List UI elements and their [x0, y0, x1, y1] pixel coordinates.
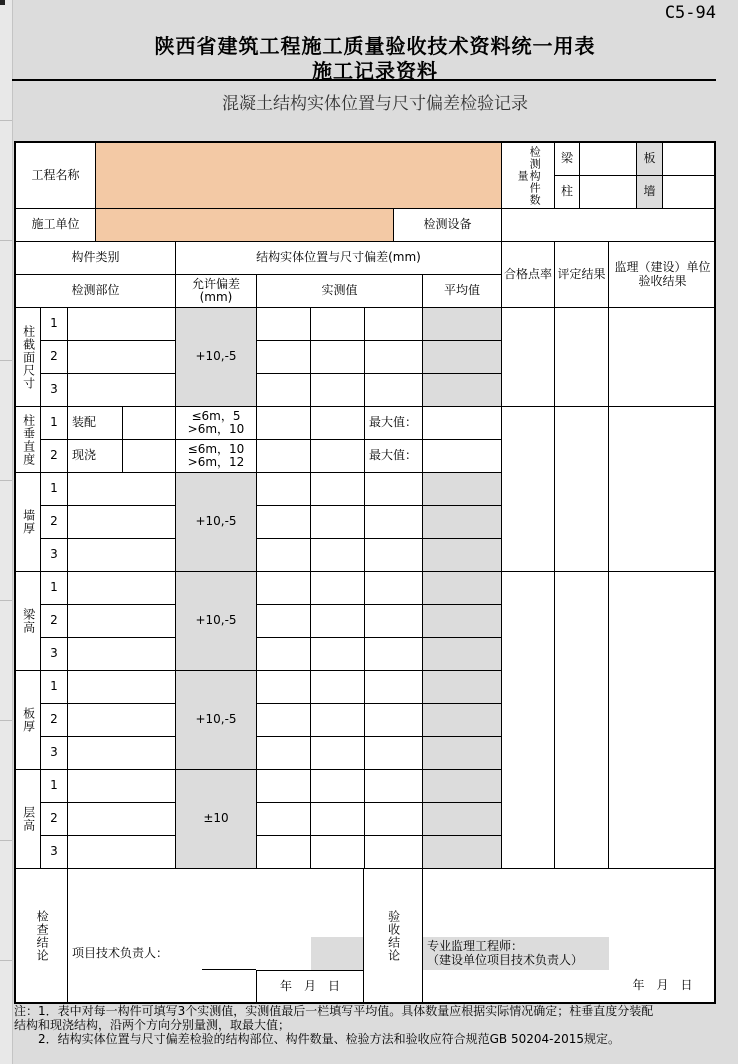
group-label-beam-height: 梁高 — [16, 572, 41, 671]
cast-label: 现浇 — [68, 440, 123, 473]
measured-field[interactable] — [311, 407, 365, 440]
measured-field[interactable] — [257, 539, 311, 572]
average-field[interactable] — [423, 638, 502, 671]
row-number: 3 — [41, 836, 68, 869]
gutter-tick — [0, 360, 12, 361]
corner-marker — [0, 0, 5, 5]
row-number: 2 — [41, 803, 68, 836]
measured-field[interactable] — [257, 374, 311, 407]
tolerance-value: +10,-5 — [176, 308, 257, 407]
measured-field[interactable] — [311, 506, 365, 539]
row-number: 1 — [41, 473, 68, 506]
column-label: 柱 — [555, 176, 580, 209]
gutter-tick — [0, 600, 12, 601]
evaluation-field[interactable] — [555, 572, 609, 869]
cast-tolerance-2: >6m，12 — [187, 455, 245, 469]
wall-count-field[interactable] — [663, 176, 716, 209]
supervisor-label-line1: 专业监理工程师： — [427, 939, 524, 954]
measured-field[interactable] — [365, 737, 423, 770]
measured-field[interactable] — [365, 836, 423, 869]
test-position-header: 检测部位 — [16, 275, 176, 308]
footnote-line1: 注：1．表中对每一构件可填写3个实测值，实测值最后一栏填写平均值。具体数量应根据实际情况确定；柱垂直度分装配 — [14, 1004, 654, 1018]
average-field[interactable] — [423, 704, 502, 737]
measured-field[interactable] — [311, 638, 365, 671]
position-field[interactable] — [68, 605, 176, 638]
gutter-tick — [0, 720, 12, 721]
group-label-column-section: 柱截面尺寸 — [16, 308, 41, 407]
measured-field[interactable] — [365, 638, 423, 671]
assembled-position-field[interactable] — [123, 407, 176, 440]
footnote-line2: 结构和现浇结构，沿两个方向分别量测，取最大值； — [14, 1018, 291, 1032]
measured-field[interactable] — [311, 440, 365, 473]
measured-field[interactable] — [311, 770, 365, 803]
tech-leader-label: 项目技术负责人： — [72, 945, 169, 960]
group-label-slab-thickness: 板厚 — [16, 671, 41, 770]
max-value-label: 最大值： — [365, 407, 423, 440]
row-number: 3 — [41, 638, 68, 671]
measured-field[interactable] — [365, 803, 423, 836]
max-value-field[interactable] — [423, 440, 502, 473]
measured-field[interactable] — [311, 803, 365, 836]
position-field[interactable] — [68, 836, 176, 869]
measured-field[interactable] — [257, 308, 311, 341]
position-field[interactable] — [68, 770, 176, 803]
measured-field[interactable] — [311, 539, 365, 572]
measured-field[interactable] — [365, 473, 423, 506]
pass-rate-field[interactable] — [502, 407, 555, 572]
acceptance-conclusion-field[interactable] — [423, 869, 716, 937]
row-number: 1 — [41, 308, 68, 341]
measured-field[interactable] — [311, 836, 365, 869]
member-count-label: 检测构件数量 — [502, 143, 555, 209]
pass-rate-field[interactable] — [502, 308, 555, 407]
acceptance-conclusion-label: 验收结论 — [364, 869, 423, 1002]
average-field[interactable] — [423, 803, 502, 836]
measured-field[interactable] — [257, 671, 311, 704]
measured-field[interactable] — [365, 341, 423, 374]
measured-field[interactable] — [257, 440, 311, 473]
row-number: 1 — [41, 572, 68, 605]
measured-field[interactable] — [311, 704, 365, 737]
row-number: 1 — [41, 671, 68, 704]
construction-unit-label: 施工单位 — [16, 209, 96, 242]
measured-field[interactable] — [311, 737, 365, 770]
measured-field[interactable] — [311, 572, 365, 605]
measured-field[interactable] — [257, 341, 311, 374]
tolerance-value: ±10 — [176, 770, 257, 869]
row-number: 1 — [41, 407, 68, 440]
max-value-label: 最大值： — [365, 440, 423, 473]
row-number: 2 — [41, 704, 68, 737]
position-field[interactable] — [68, 572, 176, 605]
measured-field[interactable] — [257, 836, 311, 869]
gutter-tick — [0, 240, 12, 241]
measured-field[interactable] — [365, 308, 423, 341]
average-header: 平均值 — [423, 275, 502, 308]
measured-field[interactable] — [365, 572, 423, 605]
beam-label: 梁 — [555, 143, 580, 176]
slab-label: 板 — [637, 143, 663, 176]
position-field[interactable] — [68, 341, 176, 374]
row-number: 2 — [41, 341, 68, 374]
inspection-equipment-field[interactable] — [502, 209, 716, 242]
measured-field[interactable] — [257, 638, 311, 671]
average-field[interactable] — [423, 374, 502, 407]
tolerance-value: +10,-5 — [176, 473, 257, 572]
form-code: C5-94 — [664, 3, 716, 23]
page-title: 陕西省建筑工程施工质量验收技术资料统一用表 — [154, 34, 596, 58]
row-number: 3 — [41, 539, 68, 572]
position-field[interactable] — [68, 638, 176, 671]
measured-field[interactable] — [365, 374, 423, 407]
allowable-deviation-header: 允许偏差(mm) — [176, 275, 257, 308]
tech-leader-signature[interactable] — [202, 937, 256, 970]
measured-field[interactable] — [257, 605, 311, 638]
position-field[interactable] — [68, 737, 176, 770]
supervisor-label-line2: （建设单位项目技术负责人） — [427, 952, 584, 967]
construction-unit-field[interactable] — [96, 209, 394, 242]
form-subtitle: 混凝土结构实体位置与尺寸偏差检验记录 — [222, 94, 528, 114]
row-number: 3 — [41, 737, 68, 770]
check-date: 年 月 日 — [256, 970, 364, 1002]
average-field[interactable] — [423, 737, 502, 770]
evaluation-header: 评定结果 — [555, 242, 609, 308]
measured-field[interactable] — [365, 506, 423, 539]
position-field[interactable] — [68, 473, 176, 506]
evaluation-field[interactable] — [555, 308, 609, 407]
measured-field[interactable] — [311, 473, 365, 506]
average-field[interactable] — [423, 473, 502, 506]
cast-tolerance-1: ≤6m，10 — [187, 441, 245, 456]
group-label-column-verticality: 柱垂直度 — [16, 407, 41, 473]
supervisor-label — [423, 937, 609, 970]
pass-rate-header: 合格点率 — [502, 242, 555, 308]
row-number: 2 — [41, 506, 68, 539]
measured-field[interactable] — [365, 539, 423, 572]
deviation-group-header: 结构实体位置与尺寸偏差(mm) — [176, 242, 502, 275]
measured-field[interactable] — [365, 704, 423, 737]
measured-field[interactable] — [365, 605, 423, 638]
average-field[interactable] — [423, 308, 502, 341]
measured-field[interactable] — [311, 671, 365, 704]
wall-label: 墙 — [637, 176, 663, 209]
tolerance-value: +10,-5 — [176, 671, 257, 770]
average-field[interactable] — [423, 341, 502, 374]
page-title-line2: 施工记录资料 — [312, 59, 438, 83]
position-field[interactable] — [68, 506, 176, 539]
measured-field[interactable] — [311, 308, 365, 341]
tolerance-value: +10,-5 — [176, 572, 257, 671]
evaluation-field[interactable] — [555, 407, 609, 572]
measured-field[interactable] — [311, 605, 365, 638]
project-name-field[interactable] — [96, 143, 502, 209]
row-number: 2 — [41, 605, 68, 638]
measured-field[interactable] — [365, 671, 423, 704]
gutter-tick — [0, 960, 12, 961]
cast-tolerance — [176, 440, 257, 473]
measured-field[interactable] — [365, 770, 423, 803]
measured-field[interactable] — [257, 704, 311, 737]
supervision-field[interactable] — [609, 308, 716, 407]
position-field[interactable] — [68, 539, 176, 572]
measured-field[interactable] — [257, 473, 311, 506]
average-field[interactable] — [423, 770, 502, 803]
gutter-tick — [0, 480, 12, 481]
supervision-field[interactable] — [609, 407, 716, 572]
beam-count-field[interactable] — [580, 143, 637, 176]
assembled-tolerance — [176, 407, 257, 440]
acceptance-date: 年 月 日 — [632, 978, 693, 993]
project-name-label: 工程名称 — [16, 143, 96, 209]
slab-count-field[interactable] — [663, 143, 716, 176]
position-field[interactable] — [68, 704, 176, 737]
inspection-form — [14, 141, 716, 1004]
average-field[interactable] — [423, 539, 502, 572]
measured-field[interactable] — [257, 506, 311, 539]
position-field[interactable] — [68, 308, 176, 341]
cast-position-field[interactable] — [123, 440, 176, 473]
max-value-field[interactable] — [423, 407, 502, 440]
measured-field[interactable] — [257, 803, 311, 836]
row-number: 3 — [41, 374, 68, 407]
average-field[interactable] — [423, 671, 502, 704]
position-field[interactable] — [68, 671, 176, 704]
row-number: 2 — [41, 440, 68, 473]
measured-field[interactable] — [257, 737, 311, 770]
column-count-field[interactable] — [580, 176, 637, 209]
average-field[interactable] — [423, 836, 502, 869]
measured-field[interactable] — [257, 572, 311, 605]
gutter-tick — [0, 120, 12, 121]
member-type-header: 构件类别 — [16, 242, 176, 275]
measured-field[interactable] — [257, 770, 311, 803]
row-number: 1 — [41, 770, 68, 803]
check-conclusion-field[interactable] — [68, 869, 364, 937]
measured-value-header: 实测值 — [257, 275, 423, 308]
measured-field[interactable] — [257, 407, 311, 440]
footnote — [14, 1004, 722, 1046]
average-field[interactable] — [423, 605, 502, 638]
position-field[interactable] — [68, 803, 176, 836]
supervision-field[interactable] — [609, 572, 716, 869]
footnote-line3: 2．结构实体位置与尺寸偏差检验的结构部位、构件数量、检验方法和验收应符合规范GB 50204-2015规定。 — [14, 1032, 621, 1046]
measured-field[interactable] — [311, 374, 365, 407]
assembled-tolerance-1: ≤6m，5 — [191, 408, 241, 423]
assembled-label: 装配 — [68, 407, 123, 440]
group-label-storey-height: 层高 — [16, 770, 41, 869]
supervision-header: 监理（建设）单位验收结果 — [609, 242, 716, 308]
group-label-wall-thickness: 墙厚 — [16, 473, 41, 572]
average-field[interactable] — [423, 572, 502, 605]
spreadsheet-gutter — [0, 0, 13, 1064]
gutter-tick — [0, 840, 12, 841]
check-conclusion-label: 检查结论 — [16, 869, 68, 1002]
pass-rate-field[interactable] — [502, 572, 555, 869]
measured-field[interactable] — [311, 341, 365, 374]
average-field[interactable] — [423, 506, 502, 539]
inspection-equipment-label: 检测设备 — [394, 209, 502, 242]
assembled-tolerance-2: >6m，10 — [187, 422, 245, 436]
position-field[interactable] — [68, 374, 176, 407]
tech-leader-field-shaded[interactable] — [311, 937, 364, 970]
title-rule — [12, 79, 716, 81]
